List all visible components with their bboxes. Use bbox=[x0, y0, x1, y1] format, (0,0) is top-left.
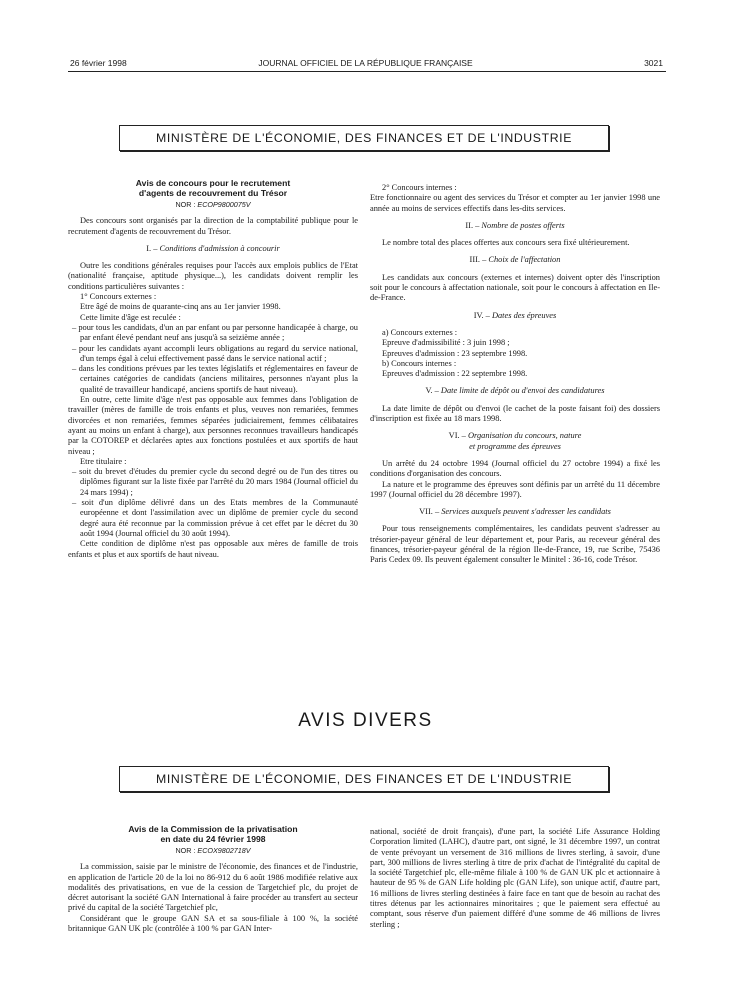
s4-a2: Epreuves d'admission : 23 septembre 1998. bbox=[382, 348, 528, 358]
avis1-section-6-heading bbox=[370, 431, 660, 452]
avis1-section-4-heading bbox=[370, 311, 660, 321]
avis2-para-1: La commission, saisie par le ministre de l'économie, des finances et de l'industrie, en application de l'article 20 de la loi no 86-912 du 6 août 1986 modifiée relative aux modalités des privatisations, en vue de la cession de Targetchief plc, du projet de décret autorisant la société GAN International à faire procéder au transfert au secteur privé du capital de la société Targetchief plc, bbox=[68, 862, 358, 913]
avis1-title-line1: Avis de concours pour le recrutement bbox=[135, 178, 291, 188]
s6-para-2: La nature et le programme des épreuves sont définis par un arrêté du 11 décembre 1997 (Journal officiel du 28 décembre 1997). bbox=[370, 479, 660, 499]
s4-b: b) Concours internes : bbox=[382, 358, 457, 368]
header-date: 26 février 1998 bbox=[70, 58, 127, 68]
s3-para: Les candidats aux concours (externes et internes) doivent opter dès l'inscription soit pour le concours à affectation nationale, soit pour le concours à affectation en Ile-de-France. bbox=[370, 272, 660, 303]
avis2-nor-code: ECOX9802718V bbox=[197, 846, 251, 855]
s4-num: IV. – bbox=[473, 310, 490, 320]
avis1-nor-code: ECOP9800075V bbox=[197, 200, 251, 209]
s6-title-line1: Organisation du concours, nature bbox=[467, 431, 582, 441]
header-page-number: 3021 bbox=[644, 58, 663, 68]
s4-title: Dates des épreuves bbox=[491, 310, 557, 320]
s1-dash-1: – pour tous les candidats, d'un an par enfant ou par personne handicapée à charge, ou par enfant élevé pendant neuf ans jusqu'à sa seizième année ; bbox=[72, 322, 358, 343]
s4-b1: Epreuves d'admission : 22 septembre 1998. bbox=[382, 369, 528, 379]
avis-divers-heading: AVIS DIVERS bbox=[298, 710, 433, 731]
avis1-section-5-heading bbox=[370, 386, 660, 396]
s1-titulaire-2: – soit d'un diplôme délivré dans un des Etats membres de la Communauté européenne et dont l'assimilation avec un diplôme de premier cycle du second degré aura été reconnue par la commission prévue à cet effet par le décret du 30 août 1994 (Journal officiel du 30 août 1994). bbox=[72, 498, 358, 538]
avis2-nor bbox=[68, 846, 358, 856]
avis2-title-line1: Avis de la Commission de la privatisation bbox=[128, 824, 298, 834]
avis2-nor-label: NOR : bbox=[175, 846, 196, 855]
s6-title-line2: et programme des épreuves bbox=[469, 441, 561, 451]
s2-title: Nombre de postes offerts bbox=[481, 220, 565, 230]
avis1-section-3-heading bbox=[370, 255, 660, 265]
s2-num: II. – bbox=[465, 220, 480, 230]
s1-internal-para: Etre fonctionnaire ou agent des services du Trésor et compter au 1er janvier 1998 une année au moins de services effectifs dans les-dits services. bbox=[370, 193, 660, 213]
avis2-para-2: Considérant que le groupe GAN SA et sa sous-filiale à 100 %, la société britannique GAN UK plc (contrôlée à 100 % par GAN Inter- bbox=[68, 913, 358, 934]
ministry-box-2: MINISTÈRE DE L'ÉCONOMIE, DES FINANCES ET DE L'INDUSTRIE bbox=[119, 766, 609, 792]
header-rule bbox=[68, 71, 666, 72]
s5-title: Date limite de dépôt ou d'envoi des candidatures bbox=[440, 386, 605, 396]
ministry-box-1: MINISTÈRE DE L'ÉCONOMIE, DES FINANCES ET DE L'INDUSTRIE bbox=[119, 125, 609, 151]
avis2-left-column bbox=[68, 824, 358, 934]
s4-a1: Epreuve d'admissibilité : 3 juin 1998 ; bbox=[382, 338, 510, 348]
s1-dash-2: – pour les candidats ayant accompli leurs obligations au regard du service national, d'un temps égal à celui effectivement passé dans le service national actif ; bbox=[72, 343, 358, 363]
s6-para-1: Un arrêté du 24 octobre 1994 (Journal officiel du 27 octobre 1994) a fixé les conditions d'organisation des concours. bbox=[370, 458, 660, 479]
header-journal: JOURNAL OFFICIEL DE LA RÉPUBLIQUE FRANÇAISE bbox=[258, 58, 473, 68]
s1-titulaire-1: – soit du brevet d'études du premier cycle du second degré ou de l'un des titres ou diplômes figurant sur la liste fixée par l'arrêté du 20 mars 1984 (Journal officiel du 24 mars 1994) ; bbox=[72, 467, 358, 497]
s1-age: Etre âgé de moins de quarante-cinq ans au 1er janvier 1998. bbox=[80, 302, 281, 312]
s7-title: Services auxquels peuvent s'adresser les candidats bbox=[441, 507, 611, 517]
avis1-section-1-heading bbox=[68, 244, 358, 254]
avis1-intro: Des concours sont organisés par la direction de la comptabilité publique pour le recrutement d'agents de recouvrement du Trésor. bbox=[68, 216, 358, 236]
s7-num: VII. – bbox=[419, 507, 440, 517]
s5-num: V. – bbox=[425, 386, 439, 396]
s4-a: a) Concours externes : bbox=[382, 327, 458, 337]
s7-para: Pour tous renseignements complémentaires, les candidats peuvent s'adresser au trésorier-payeur général de leur département et, pour Paris, au receveur général des finances, trésorier-payeur général de la région Ile-de-France, 19, rue Scribe, 75436 Paris Cedex 09. Ils peuvent également consulter le Minitel : 36-16, code Trésor. bbox=[370, 524, 660, 565]
avis2-para-3: national, société de droit français), d'une part, la société Life Assurance Holding Corporation limited (LAHC), d'autre part, ont signé, le 31 décembre 1997, un contrat de vente prévoyant un versement de 316 millions de livres sterling, à savoir, d'une part, 300 millions de livres sterling à titre de prix d'achat de l'intégralité du capital de la société Targetchief plc, elle-même filiale à 100 % de GAN UK plc et actionnaire à hauteur de 95 % de GAN Life holding plc (GAN Life), son unique actif, d'autre part, 16 millions de livres sterling destinées à faire face en tant que de besoin au rachat des titres détenus par les actionnaires minoritaires ; que le paiement sera effectué au comptant, sous réserve d'un paiement différé d'une somme de 46 millions de livres sterling ; bbox=[370, 827, 660, 929]
s2-para: Le nombre total des places offertes aux concours sera fixé ultérieurement. bbox=[382, 238, 630, 248]
s3-num: III. – bbox=[469, 255, 487, 265]
avis1-left-column bbox=[68, 178, 358, 560]
avis2-title bbox=[68, 824, 358, 844]
avis1-right-column bbox=[370, 183, 660, 566]
s1-dash-3: – dans les conditions prévues par les textes législatifs et réglementaires en faveur de certaines catégories de candidats (anciens militaires, personnes n'ayant plus la qualité de travailleur handicapé, anciens sportifs de haut niveau). bbox=[72, 364, 358, 394]
s1-para-3: Cette condition de diplôme n'est pas opposable aux mères de famille de trois enfants et plus et aux sportifs de haut niveau. bbox=[68, 539, 358, 559]
page-header bbox=[0, 58, 731, 72]
avis1-section-2-heading bbox=[370, 221, 660, 231]
s1-para-1: Outre les conditions générales requises pour l'accès aux emplois publics de l'Etat (nationalité française, aptitude physique...), les candidats doivent remplir les conditions particulières suivantes : bbox=[68, 261, 358, 291]
avis1-nor bbox=[68, 200, 358, 210]
s1-internal: 2° Concours internes : bbox=[382, 183, 457, 192]
s1-title: Conditions d'admission à concourir bbox=[159, 243, 280, 253]
s1-titulaire: Etre titulaire : bbox=[80, 456, 127, 466]
avis2-right-column bbox=[370, 827, 660, 930]
s6-num: VI. – bbox=[448, 431, 466, 441]
avis1-section-7-heading bbox=[370, 507, 660, 517]
s5-para: La date limite de dépôt ou d'envoi (le cachet de la poste faisant foi) des dossiers d'inscription est fixée au 18 mars 1998. bbox=[370, 403, 660, 424]
avis1-title-line2: d'agents de recouvrement du Trésor bbox=[138, 188, 288, 198]
s3-title: Choix de l'affectation bbox=[488, 255, 561, 265]
s1-para-2: En outre, cette limite d'âge n'est pas opposable aux femmes dans l'obligation de travailler (mères de famille de trois enfants et plus, veuves non remariées, femmes divorcées et non remariées, femmes séparées judiciairement, femmes célibataires ayant au moins un enfant à charge), aux personnes reconnues travailleurs handicapés par la COTOREP et déclarées aptes aux fonctions postulées et aux sportifs de haut niveau ; bbox=[68, 395, 358, 456]
s1-num: I. – bbox=[146, 243, 158, 253]
s1-external: 1° Concours externes : bbox=[80, 292, 157, 302]
avis1-nor-label: NOR : bbox=[175, 200, 196, 209]
s1-recul: Cette limite d'âge est reculée : bbox=[80, 312, 181, 322]
avis1-title bbox=[68, 178, 358, 198]
avis2-title-line2: en date du 24 février 1998 bbox=[160, 834, 266, 844]
